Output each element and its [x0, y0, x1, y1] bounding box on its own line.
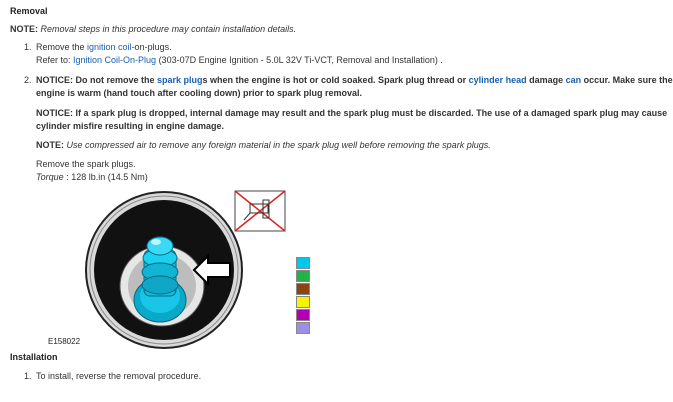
swatch-cyan — [296, 257, 310, 269]
notice-1-a: NOTICE: Do not remove the — [36, 75, 158, 85]
step-1-number: 1. — [24, 42, 32, 52]
removal-note — [10, 24, 296, 34]
step-2-action: Remove the spark plugs. — [36, 159, 136, 169]
figure-id: E158022 — [48, 337, 81, 346]
note-label: NOTE: — [10, 24, 38, 34]
multiplier-label: x8 — [202, 265, 215, 279]
swatch-brown — [296, 283, 310, 295]
notice-1-line-2: engine is warm (hand touch after cooling down) prior to spark plug removal. — [36, 88, 363, 98]
step-2-number: 2. — [24, 75, 32, 85]
spark-plug-terminal — [147, 237, 173, 255]
torque-value: : 128 lb.in (14.5 Nm) — [63, 172, 148, 182]
notice-2-line-2: cylinder misfire resulting in engine damage. — [36, 121, 225, 131]
ignition-coil-on-plug-link[interactable]: Ignition Coil-On-Plug — [73, 55, 157, 65]
color-legend — [296, 257, 310, 335]
step-1-text — [36, 42, 172, 52]
ignition-coil-link[interactable]: ignition coil — [87, 42, 132, 52]
refer-text: (303-07D Engine Ignition - 5.0L 32V Ti-VCT, Removal and Installation) . — [156, 55, 443, 65]
step-2-note — [36, 140, 491, 150]
torque-label: Torque — [36, 172, 64, 182]
can-link[interactable]: can — [565, 75, 582, 85]
step-1-pre: Remove the — [36, 42, 88, 52]
step-1-post: -on-plugs. — [131, 42, 172, 52]
install-step-1-text: To install, reverse the removal procedure. — [36, 371, 202, 381]
notice-2-line-1: NOTICE: If a spark plug is dropped, internal damage may result and the spark plug must be discarded. The use of a damaged spark plug may cause — [36, 108, 668, 118]
step-2-note-label: NOTE: — [36, 140, 64, 150]
notice-1-c: damage — [526, 75, 566, 85]
notice-1-b: s when the engine is hot or cold soaked. Spark plug thread or — [202, 75, 469, 85]
swatch-green — [296, 270, 310, 282]
heading-removal: Removal — [10, 6, 48, 16]
step-2-note-text: Use compressed air to remove any foreign material in the spark plug well before removing the spark plugs. — [64, 140, 491, 150]
step-2-torque — [36, 172, 148, 182]
step-1-refer — [36, 55, 443, 65]
swatch-magenta — [296, 309, 310, 321]
swatch-yellow — [296, 296, 310, 308]
swatch-lavender — [296, 322, 310, 334]
note-text: Removal steps in this procedure may contain installation details. — [38, 24, 297, 34]
cylinder-head-link[interactable]: cylinder head — [468, 75, 527, 85]
install-step-1-number: 1. — [24, 371, 32, 381]
spark-plug-link[interactable]: spark plug — [157, 75, 203, 85]
notice-1-d: occur. Make sure the — [581, 75, 673, 85]
no-impact-tool-warning-icon — [235, 191, 285, 231]
notice-1-line-1 — [36, 75, 673, 85]
heading-installation: Installation — [10, 352, 58, 362]
refer-label: Refer to: — [36, 55, 74, 65]
